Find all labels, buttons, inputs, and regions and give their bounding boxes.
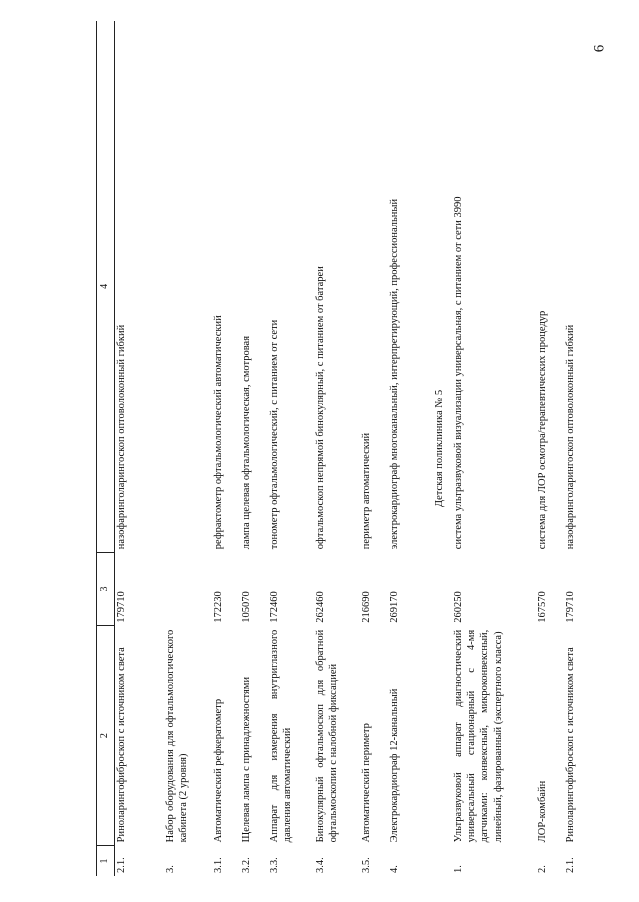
row-number: 3.2. <box>241 857 252 873</box>
row-code: 260250 <box>453 591 465 623</box>
row-name: Автоматический периметр <box>361 723 372 843</box>
header-col-4: 4 <box>97 21 115 552</box>
row-name: Аппарат для измерения внутриглазного давления автоматический <box>269 629 294 843</box>
table-row <box>360 21 388 876</box>
section-heading-row <box>430 21 452 876</box>
table-row <box>388 21 430 876</box>
row-type: электрокардиограф многоканальный, интерпретирующий, профессиональный <box>389 198 400 550</box>
row-name: Риноларингофиброскоп с источником света <box>115 647 127 843</box>
row-number: 3.1. <box>213 857 224 873</box>
row-number: 3.5. <box>361 857 372 873</box>
row-name: Щелевая лампа с принадлежностями <box>241 676 252 843</box>
table-row <box>536 21 564 876</box>
table-row <box>452 21 536 876</box>
row-code: 172230 <box>213 591 224 623</box>
row-type: назофаринголарингоскоп оптоволоконный гибкий <box>565 324 577 550</box>
row-name: Электрокардиограф 12-канальный <box>389 688 400 843</box>
row-name: Риноларингофиброскоп с источником света <box>565 647 577 843</box>
row-type: офтальмоскоп непрямой бинокулярный, с питанием от батареи <box>315 266 326 550</box>
row-name: ЛОР-комбайн <box>537 780 549 843</box>
table-row <box>240 21 268 876</box>
row-number: 2.1. <box>115 857 127 873</box>
table-row <box>114 21 164 876</box>
row-name: Набор оборудования для офтальмологического кабинета (2 уровня) <box>165 629 190 843</box>
table-row <box>212 21 240 876</box>
row-type: рефрактометр офтальмологический автоматический <box>213 315 224 550</box>
row-name: Автоматический рефкератометр <box>213 698 224 843</box>
row-type <box>164 21 212 552</box>
table-row <box>314 21 360 876</box>
row-code: 179710 <box>565 591 577 623</box>
row-type: тонометр офтальмологический, с питанием от сети <box>269 319 280 550</box>
row-name: Бинокулярный офтальмоскоп для обратной офтальмоскопии с налобной фиксацией <box>315 629 340 843</box>
row-number: 2. <box>537 865 549 873</box>
row-type: периметр автоматический <box>361 432 372 550</box>
row-code: 179710 <box>115 591 127 623</box>
table-row <box>268 21 314 876</box>
row-number: 2.1. <box>565 857 577 873</box>
row-number: 3.4. <box>315 857 326 873</box>
row-code: 105070 <box>241 591 252 623</box>
row-name: Ультразвуковой аппарат диагностический универсальный стационарный с 4-мя датчиками: конвексный, микроконвексный, линейный, фазированный (экспертного класса) <box>453 629 504 843</box>
header-col-2: 2 <box>97 626 115 846</box>
row-type: система ультразвуковой визуализации универсальная, с питанием от сети 3990 <box>453 196 465 550</box>
row-number: 1. <box>453 865 465 873</box>
header-col-3: 3 <box>97 552 115 626</box>
row-code: 216690 <box>361 591 372 623</box>
equipment-table <box>96 21 588 876</box>
row-number: 3. <box>165 865 176 873</box>
row-type: лампа щелевая офтальмологическая, смотровая <box>241 335 252 550</box>
table-row <box>164 21 212 876</box>
table-header-row <box>97 21 115 876</box>
row-type: система для ЛОР осмотра/терапевтических процедур <box>537 310 549 550</box>
row-code: 167570 <box>537 591 549 623</box>
row-code: 269170 <box>389 591 400 623</box>
row-type: назофаринголарингоскоп оптоволоконный гибкий <box>115 324 127 550</box>
row-code: 262460 <box>315 591 326 623</box>
section-title: Детская поликлиника № 5 <box>434 389 445 508</box>
row-code <box>164 552 212 626</box>
table-row <box>564 21 588 876</box>
row-number: 3.3. <box>269 857 280 873</box>
row-code: 172460 <box>269 591 280 623</box>
equipment-table-sheet <box>96 16 616 876</box>
header-col-1: 1 <box>97 845 115 876</box>
page-number: 6 <box>591 44 608 53</box>
row-number: 4. <box>389 865 400 873</box>
